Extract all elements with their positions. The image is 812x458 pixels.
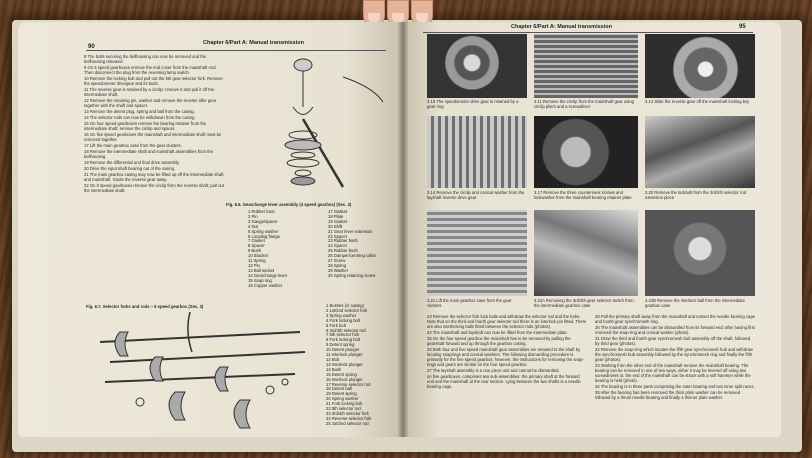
photo-caption: 3.17 Remove the three countersunk screws and lockwasher from the mainshaft bearing retainer plate xyxy=(534,190,632,200)
page-header: Chapter 6/Part A: Manual transmission xyxy=(511,24,612,30)
figure-caption: Fig. 6.6. Gearchange lever assembly (4 speed gearbox) (Sec. 3) xyxy=(226,202,352,207)
legend-item: 10 Bracket xyxy=(248,253,269,259)
paragraph: 26 Both four and five speed mainshaft gear assemblies are retained to the shaft by locating snaprings and conical washers. The following dismantling procedure is primarily for the five speed gearbox; however, the instructions for removing the snap-rings and gears are similar on the four speed gearbox. xyxy=(427,347,584,367)
paragraph: 33 Working from the other end of the mainshaft remove the mainshaft bearing. The bearing can be removed in one of two ways, either it may be levered off using two screwdrivers or, the end of the mainshaft can be struck with a soft hammer while the bearing is held (photo). xyxy=(595,363,751,383)
legend-item: 18 Plate xyxy=(328,213,344,219)
legend-item: 15 Snap ring xyxy=(248,277,272,283)
legend-item: 14 Gearchange lever xyxy=(248,272,288,278)
legend-item: 8 Fork locking bolt xyxy=(326,337,360,343)
photo-caption: 3.22B Remove the interlock ball from the intermediate gearbox case xyxy=(645,298,745,308)
legend-item: 27 Screw xyxy=(328,258,346,264)
paragraph: 34 The bearing is in three parts comprising the outer bearing and two inner split races. xyxy=(595,384,755,389)
legend-item: 21 Gear lever extension xyxy=(328,228,373,234)
legend-item: 13 Interlock plunger xyxy=(326,361,363,367)
photo-interlock-ball xyxy=(645,210,755,296)
legend-item: 5 Fork bolt xyxy=(326,322,346,328)
photo-speedometer-gear xyxy=(427,34,527,98)
paragraph: on five gearboxes, comprises two sub-assemblies: the primary shaft at the forward end and the mainshaft at the rear section. Lying between the two shafts is a needle bearing cage. xyxy=(427,374,581,389)
paragraph: 11 The reverse gear is retained by a circlip; remove it and pull it off the intermediate shaft. xyxy=(84,87,215,97)
photo-caption: 3.21 Lift the main gearbox case from the gear clusters xyxy=(427,298,512,308)
legend-item: 4 Nut xyxy=(248,223,259,229)
photo-caption: 3.12 Slide the reverse gear off the mainshaft locking key xyxy=(645,99,750,104)
paragraph: 35 After the bearing has been removed the thick plain washer can be removed followed by a thrust needle bearing and finally a thinner plain washer. xyxy=(595,390,741,400)
legend-item: 1 Rubber boot xyxy=(248,209,275,214)
legend-item: 21 Fork locking bolt xyxy=(326,401,363,407)
legend-item: 2 Pin xyxy=(248,213,258,219)
paragraph: 14 The selector rods can now be withdrawn from the casing. xyxy=(84,115,196,120)
photo-caption: 3.20 Remove the lockbolt from the 3rd/4th selector rod extension piece xyxy=(645,190,747,200)
photo-caption: 3.14 Remove the circlip and conical washer from the layshaft reverse drive gear xyxy=(427,190,525,200)
legend-item: 19 Detent spring xyxy=(326,391,357,397)
photo-reverse-gear xyxy=(645,34,755,98)
photo-caption: 3.11 Remove the circlip from the mainshaft gear using circlip pliers and a screwdriver xyxy=(534,99,635,109)
legend-item: 3 Spring washer xyxy=(326,312,357,318)
legend-item: 2 1st/2nd selector fork xyxy=(326,307,368,313)
right-text-column-right xyxy=(595,314,755,432)
photo-gear-selector-switch xyxy=(534,210,638,296)
legend-item: 15 Detent spring xyxy=(326,371,357,377)
legend-item: 6 3rd/4th selector rod xyxy=(326,327,366,333)
legend-item: 11 Interlock plunger xyxy=(326,352,363,358)
legend-item: 12 Pin xyxy=(248,262,260,268)
legend-item: 22 5th selector rod xyxy=(326,406,361,412)
paragraph: 17 Lift the main gearbox case from the gear clusters. xyxy=(84,143,182,148)
paragraph: 28 Pull the primary shaft away from the mainshaft and extract the needle bearing cage and fourth gear synchromesh ring. xyxy=(595,314,755,324)
legend-item: 22 Spacer xyxy=(328,233,348,239)
page-number: 90 xyxy=(88,44,95,50)
paragraph: 15 On four speed gearboxes remove the bearing retainer from the intermediate shaft; remove the circlip and spacer. xyxy=(84,121,207,131)
paragraph: 19 Remove the differential and final drive assembly. xyxy=(84,160,180,165)
photo-caption: 3.22A Removing the 3rd/4th gear selector switch from the intermediate gearbox case xyxy=(534,298,634,308)
legend-item: 25 1st/2nd selector rod xyxy=(326,420,369,426)
right-page xyxy=(403,22,781,437)
legend-item: 7 Gasket xyxy=(248,238,265,244)
photo-gearbox-case xyxy=(427,210,527,296)
figure-legend-right xyxy=(328,210,376,279)
legend-item: 19 Gasket xyxy=(328,218,348,224)
paragraph: 27 The layshaft assembly is a one piece unit and cannot be dismantled. xyxy=(427,368,560,373)
legend-item: 12 Bolt xyxy=(326,356,340,362)
legend-item: 18 Detent ball xyxy=(326,386,352,392)
gear-lever-exploded-diagram xyxy=(223,47,398,202)
selector-forks-diagram xyxy=(80,312,325,432)
photo-caption: 3.10 The speedometer drive gear is retained by a gear ring xyxy=(427,99,519,109)
legend-item: 25 Rubber bush xyxy=(328,248,358,254)
selector-legend xyxy=(326,304,371,427)
right-text-column-left xyxy=(427,314,587,432)
legend-item: 20 Shift xyxy=(328,223,343,229)
figure-caption: Fig. 6.7. Selector forks and rods – 5 speed gearbox (Sec. 3) xyxy=(86,304,204,309)
page-header: Chapter 6/Part A: Manual transmission xyxy=(203,40,304,46)
header-rule xyxy=(423,32,753,33)
legend-item: 16 Copper washer xyxy=(248,282,283,288)
photo-circlip-mainshaft xyxy=(534,34,638,98)
paragraph: 23 Remove the selector fork lock bolts and withdraw the selector rod and the forks. Note that on the third and fourth gear selector rod there is an interlock pin fitted. There are also interlocking balls fitted between the selector rods (photos). xyxy=(427,314,587,329)
legend-item: 30 Spring retaining screw xyxy=(328,272,376,278)
photo-selector-rod-lockbolt xyxy=(645,116,755,188)
paragraph: 18 Remove the intermediate shaft and mainshaft assemblies from the bellhousing. xyxy=(84,149,213,159)
legend-item: 16 Interlock plunger xyxy=(326,376,363,382)
paragraph: 31 Draw the third and fourth gear synchromesh hub assembly off the shaft, followed by third gear (photos). xyxy=(595,336,751,346)
page-number: 95 xyxy=(739,24,746,30)
paragraph: 30 The mainshaft assemblies can be dismantled from its forward end; after having first removed the snap-ring and conical washer (photo). xyxy=(595,325,755,335)
figure-legend-left xyxy=(248,210,287,289)
photo-layshaft-gear xyxy=(427,116,527,188)
left-page xyxy=(18,22,403,437)
book-gutter xyxy=(398,22,408,437)
paragraph: 9 On 5 speed gearboxes remove the end cover from the mainshaft end. Then disconnect the plug from the reversing lamp switch. xyxy=(84,65,217,75)
legend-item: 24 Reverse selector fork xyxy=(326,415,372,421)
legend-item: 3 Gauge/spacer xyxy=(248,218,278,224)
legend-item: 29 Washer xyxy=(328,267,349,273)
legend-item: 17 Reverse selector rod xyxy=(326,381,371,387)
legend-item: 26 Damper/centring collar xyxy=(328,253,376,259)
left-text-column xyxy=(84,54,224,284)
legend-item: 8 Spacer xyxy=(248,243,265,249)
paragraph: 12 Remove the retaining pin, washer and remove the reverse idler gear together with the shaft and spacer. xyxy=(84,98,217,108)
lever-knob xyxy=(294,59,312,71)
legend-item: 28 Spring xyxy=(328,262,346,268)
legend-item: 23 Rubber bush xyxy=(328,238,358,244)
legend-item: 7 5th selector fork xyxy=(326,332,360,338)
legend-item: 13 Ball socket xyxy=(248,267,275,273)
legend-item: 11 Spring xyxy=(248,258,266,264)
paragraph: 24 The mainshaft and layshaft can now be lifted from the intermediate plate. xyxy=(427,330,568,335)
legend-item: 14 Bush xyxy=(326,366,342,372)
legend-item: 23 3rd/4th selector fork xyxy=(326,410,369,416)
legend-item: 6 Locating flange xyxy=(248,233,280,239)
paragraph: 10 Remove the locking bolt and pull out the 5th gear selector fork. Remove the speedometer drivegear and its bush. xyxy=(84,76,223,86)
legend-item: 10 Detent plunger xyxy=(326,347,360,353)
paragraph: 13 Remove the detent plug, spring and ball from the casing. xyxy=(84,109,195,114)
legend-item: 17 Gasket xyxy=(328,209,348,214)
paragraph: 8 The bolts securing the bellhousing can now be removed and the bellhousing released. xyxy=(84,54,207,64)
paragraph: 21 The main gearbox casing may now be lifted up off the intermediate shaft and mainshaft. Guide the reverse gear away. xyxy=(84,172,224,182)
photo-bearing-retainer xyxy=(534,116,638,188)
legend-item: 24 Spacer xyxy=(328,243,348,249)
paragraph: 20 Drive the input shaft bearing out of the casing. xyxy=(84,166,176,171)
legend-item: 5 Spring washer xyxy=(248,228,279,234)
paragraph: 32 Remove the snap-ring which locates the fifth gear synchromesh hub and withdraw the synchromesh hub assembly followed by the synchromesh ring and finally the fifth gear (photos). xyxy=(595,347,753,362)
legend-item: 9 Bush xyxy=(248,248,262,254)
paragraph: 25 On the four speed gearbox the mainshaft has to be removed by pulling the gearshaft forward and up through the gearbox casing. xyxy=(427,336,571,346)
paragraph: 16 On five speed gearboxes the mainshaft and intermediate shaft must be removed together. xyxy=(84,132,222,142)
legend-item: 1 Bushes (in casing) xyxy=(326,303,364,308)
paragraph: 22 On 5 speed gearboxes remove the circlip from the reverse shaft; pull out the intermediate shaft. xyxy=(84,183,224,193)
legend-item: 9 Detent spring xyxy=(326,342,355,348)
legend-item: 20 Spring washer xyxy=(326,396,359,402)
legend-item: 4 Fork locking bolt xyxy=(326,317,360,323)
